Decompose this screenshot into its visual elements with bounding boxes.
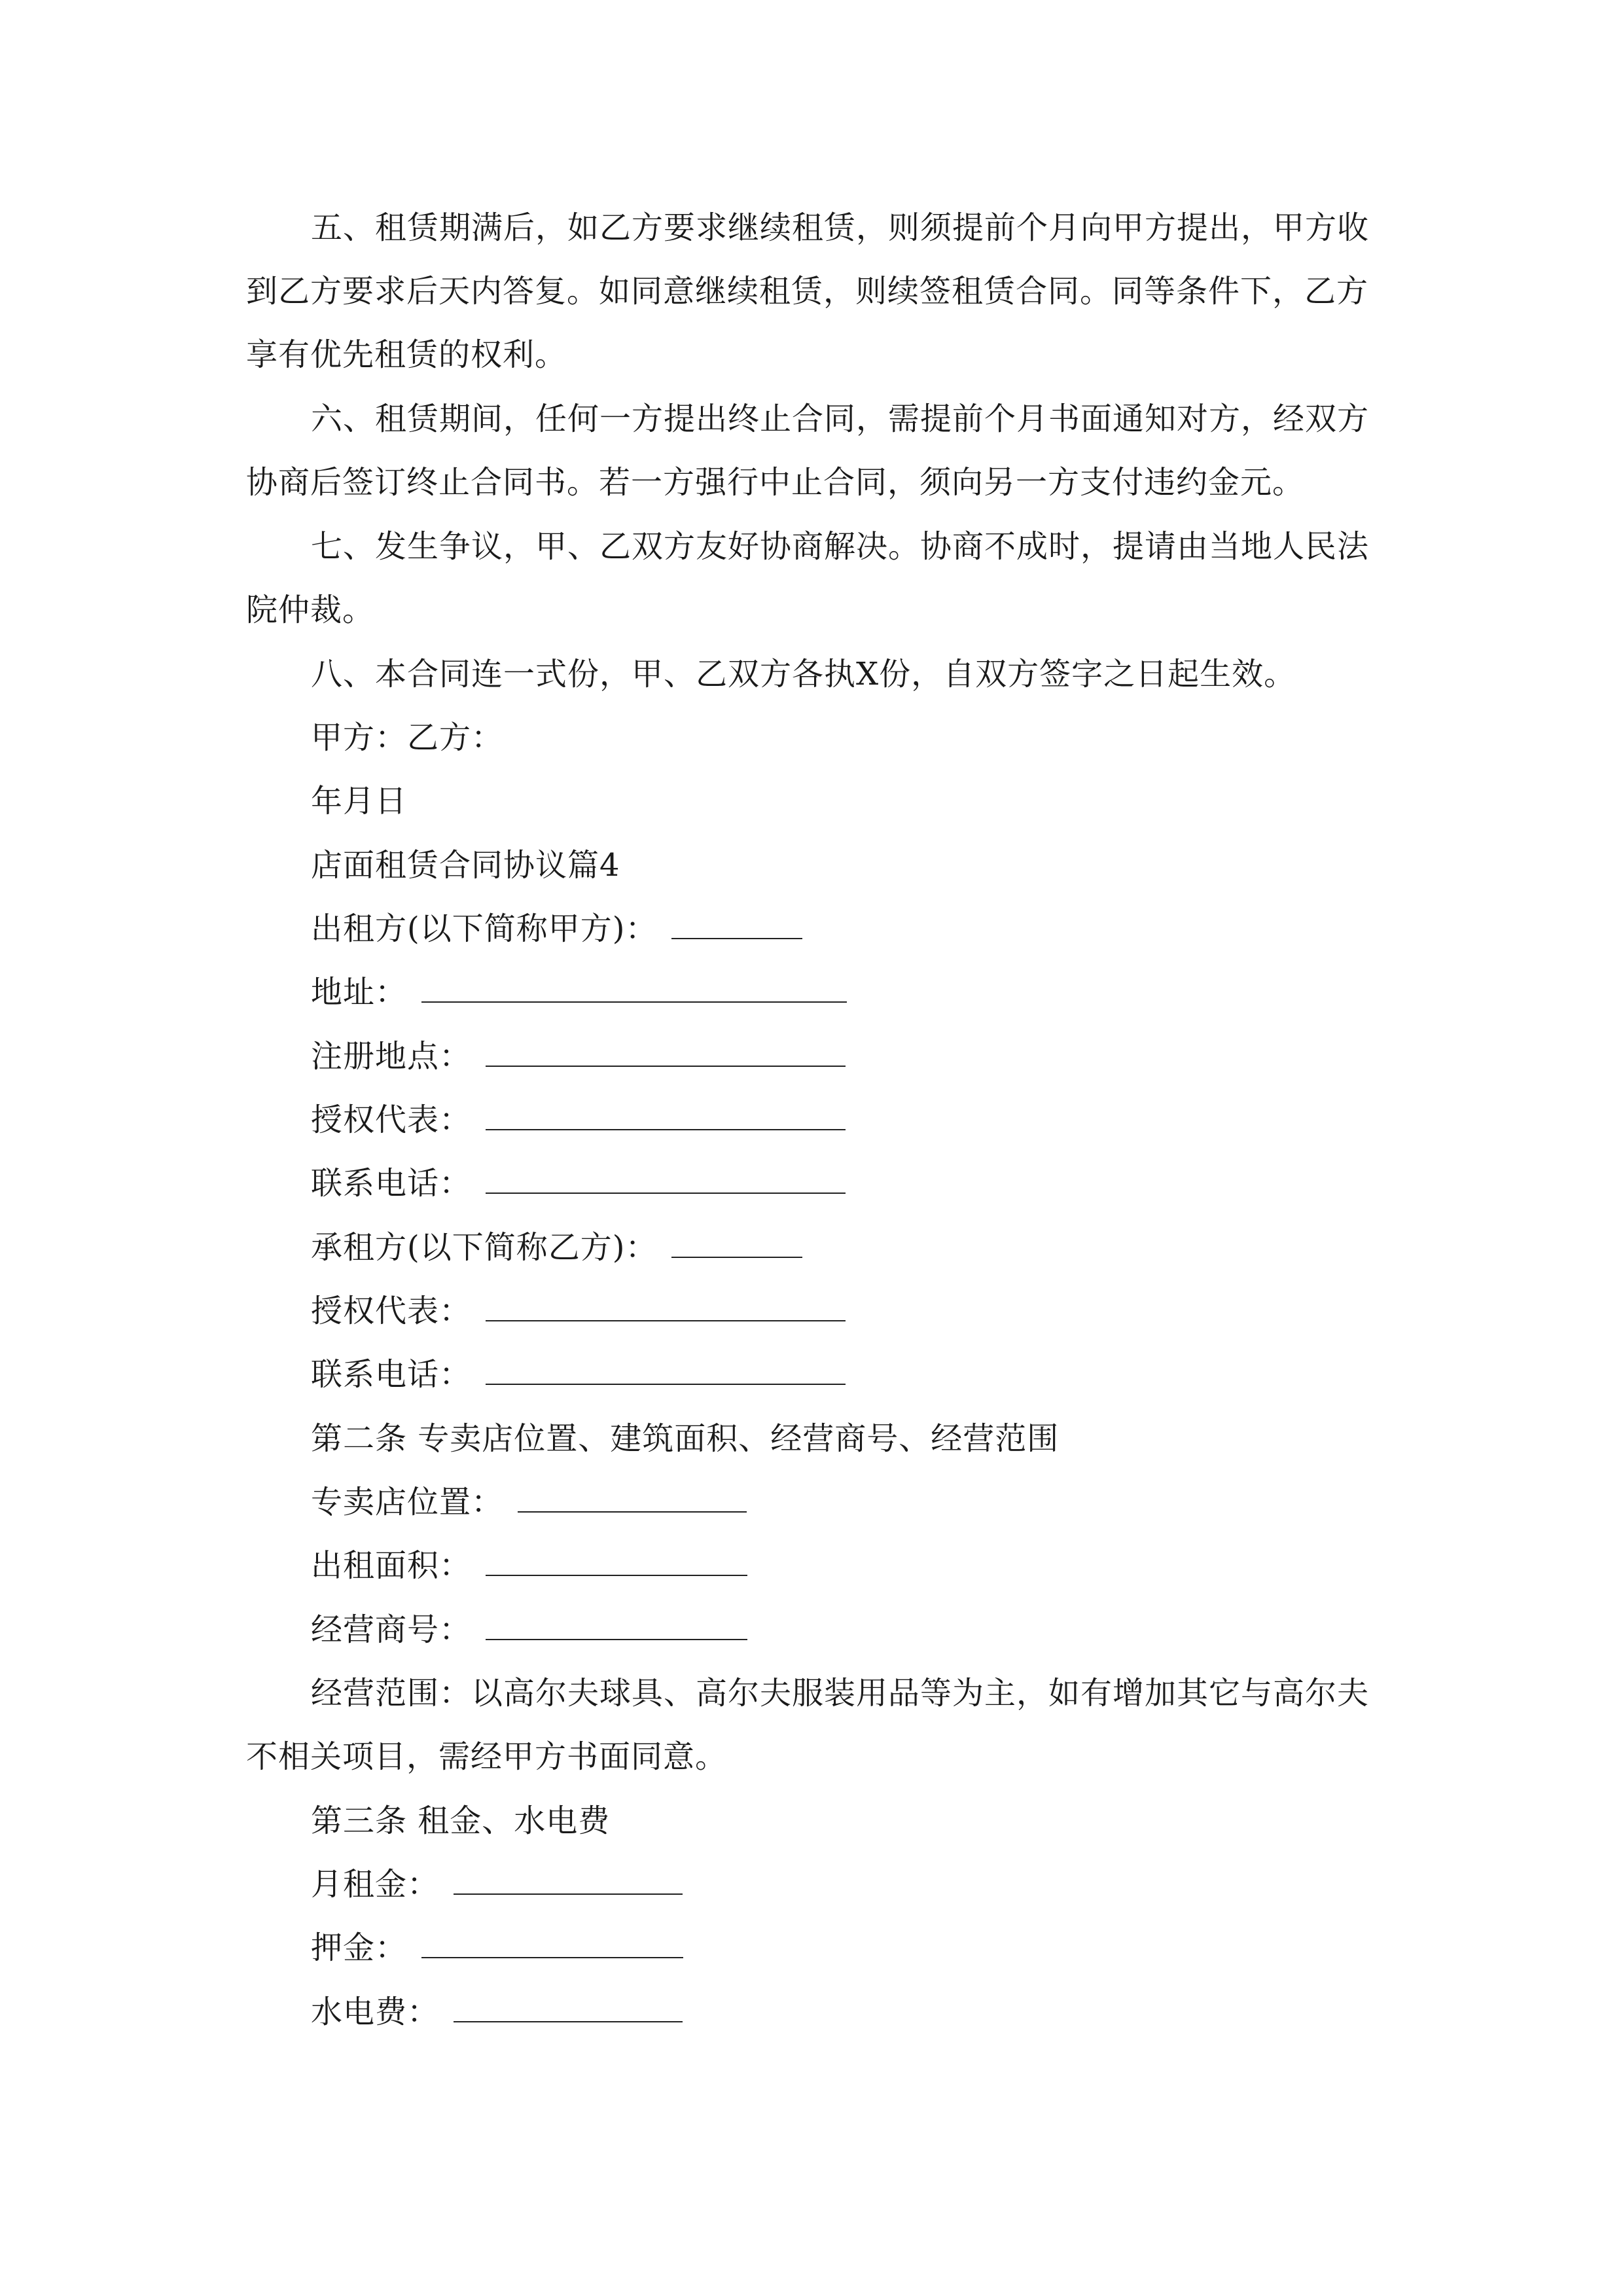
clause-7-line-2: 院仲裁。 xyxy=(246,592,375,628)
authorized-rep-label-1: 授权代表： xyxy=(311,1102,472,1138)
clause-6-line-1: 六、租赁期间，任何一方提出终止合同，需提前个月书面通知对方，经双方 xyxy=(311,401,1370,437)
clause-7-line-1: 七、发生争议，甲、乙双方友好协商解决。协商不成时，提请由当地人民法 xyxy=(311,528,1370,565)
address-field xyxy=(311,973,847,1012)
authorized-rep-label-2: 授权代表： xyxy=(311,1293,472,1329)
date-line: 年月日 xyxy=(311,783,408,819)
authorized-rep-blank-2 xyxy=(486,1291,846,1321)
business-scope-line-2: 不相关项目，需经甲方书面同意。 xyxy=(246,1738,728,1775)
authorized-rep-field-2 xyxy=(311,1291,846,1331)
store-location-label: 专卖店位置： xyxy=(311,1484,504,1520)
lessee-label: 承租方(以下简称乙方)： xyxy=(311,1229,658,1266)
store-location-blank xyxy=(518,1482,747,1513)
phone-field-2 xyxy=(311,1355,846,1394)
monthly-rent-field xyxy=(311,1865,683,1904)
phone-label-1: 联系电话： xyxy=(311,1165,472,1202)
authorized-rep-blank-1 xyxy=(486,1100,846,1130)
registered-place-field xyxy=(311,1037,846,1076)
lessee-field xyxy=(311,1228,802,1267)
business-name-blank xyxy=(486,1610,747,1640)
lessee-blank xyxy=(671,1228,802,1258)
authorized-rep-field-1 xyxy=(311,1100,846,1139)
phone-field-1 xyxy=(311,1164,846,1203)
store-location-field xyxy=(311,1482,747,1522)
article-3-title: 第三条 租金、水电费 xyxy=(311,1803,611,1839)
lessor-field xyxy=(311,909,802,948)
phone-label-2: 联系电话： xyxy=(311,1356,472,1393)
clause-8: 八、本合同连一式份，甲、乙双方各执X份，自双方签字之日起生效。 xyxy=(311,656,1296,692)
address-label: 地址： xyxy=(311,974,408,1011)
deposit-label: 押金： xyxy=(311,1929,408,1966)
utilities-label: 水电费： xyxy=(311,1994,440,2030)
rental-area-field xyxy=(311,1546,747,1585)
address-blank xyxy=(421,973,847,1003)
clause-5-line-1: 五、租赁期满后，如乙方要求继续租赁，则须提前个月向甲方提出，甲方收 xyxy=(311,209,1370,246)
lessor-label: 出租方(以下简称甲方)： xyxy=(311,910,658,947)
deposit-field xyxy=(311,1928,683,1967)
signature-line: 甲方：乙方： xyxy=(311,719,504,756)
business-name-field xyxy=(311,1610,747,1649)
monthly-rent-blank xyxy=(454,1865,683,1895)
monthly-rent-label: 月租金： xyxy=(311,1866,440,1903)
article-2-title: 第二条 专卖店位置、建筑面积、经营商号、经营范围 xyxy=(311,1420,1060,1457)
registered-place-blank xyxy=(486,1037,846,1067)
phone-blank-1 xyxy=(486,1164,846,1194)
deposit-blank xyxy=(421,1928,683,1958)
utilities-blank xyxy=(454,1992,683,2022)
business-scope-line-1: 经营范围：以高尔夫球具、高尔夫服装用品等为主，如有增加其它与高尔夫 xyxy=(311,1675,1370,1712)
clause-5-line-3: 享有优先租赁的权利。 xyxy=(246,336,567,373)
registered-place-label: 注册地点： xyxy=(311,1038,472,1075)
business-name-label: 经营商号： xyxy=(311,1611,472,1648)
rental-area-label: 出租面积： xyxy=(311,1547,472,1584)
section-title: 店面租赁合同协议篇4 xyxy=(311,847,620,884)
utilities-field xyxy=(311,1992,683,2032)
phone-blank-2 xyxy=(486,1355,846,1385)
rental-area-blank xyxy=(486,1546,747,1576)
lessor-blank xyxy=(671,909,802,939)
clause-5-line-2: 到乙方要求后天内答复。如同意继续租赁，则续签租赁合同。同等条件下，乙方 xyxy=(246,273,1369,310)
clause-6-line-2: 协商后签订终止合同书。若一方强行中止合同，须向另一方支付违约金元。 xyxy=(246,464,1305,501)
